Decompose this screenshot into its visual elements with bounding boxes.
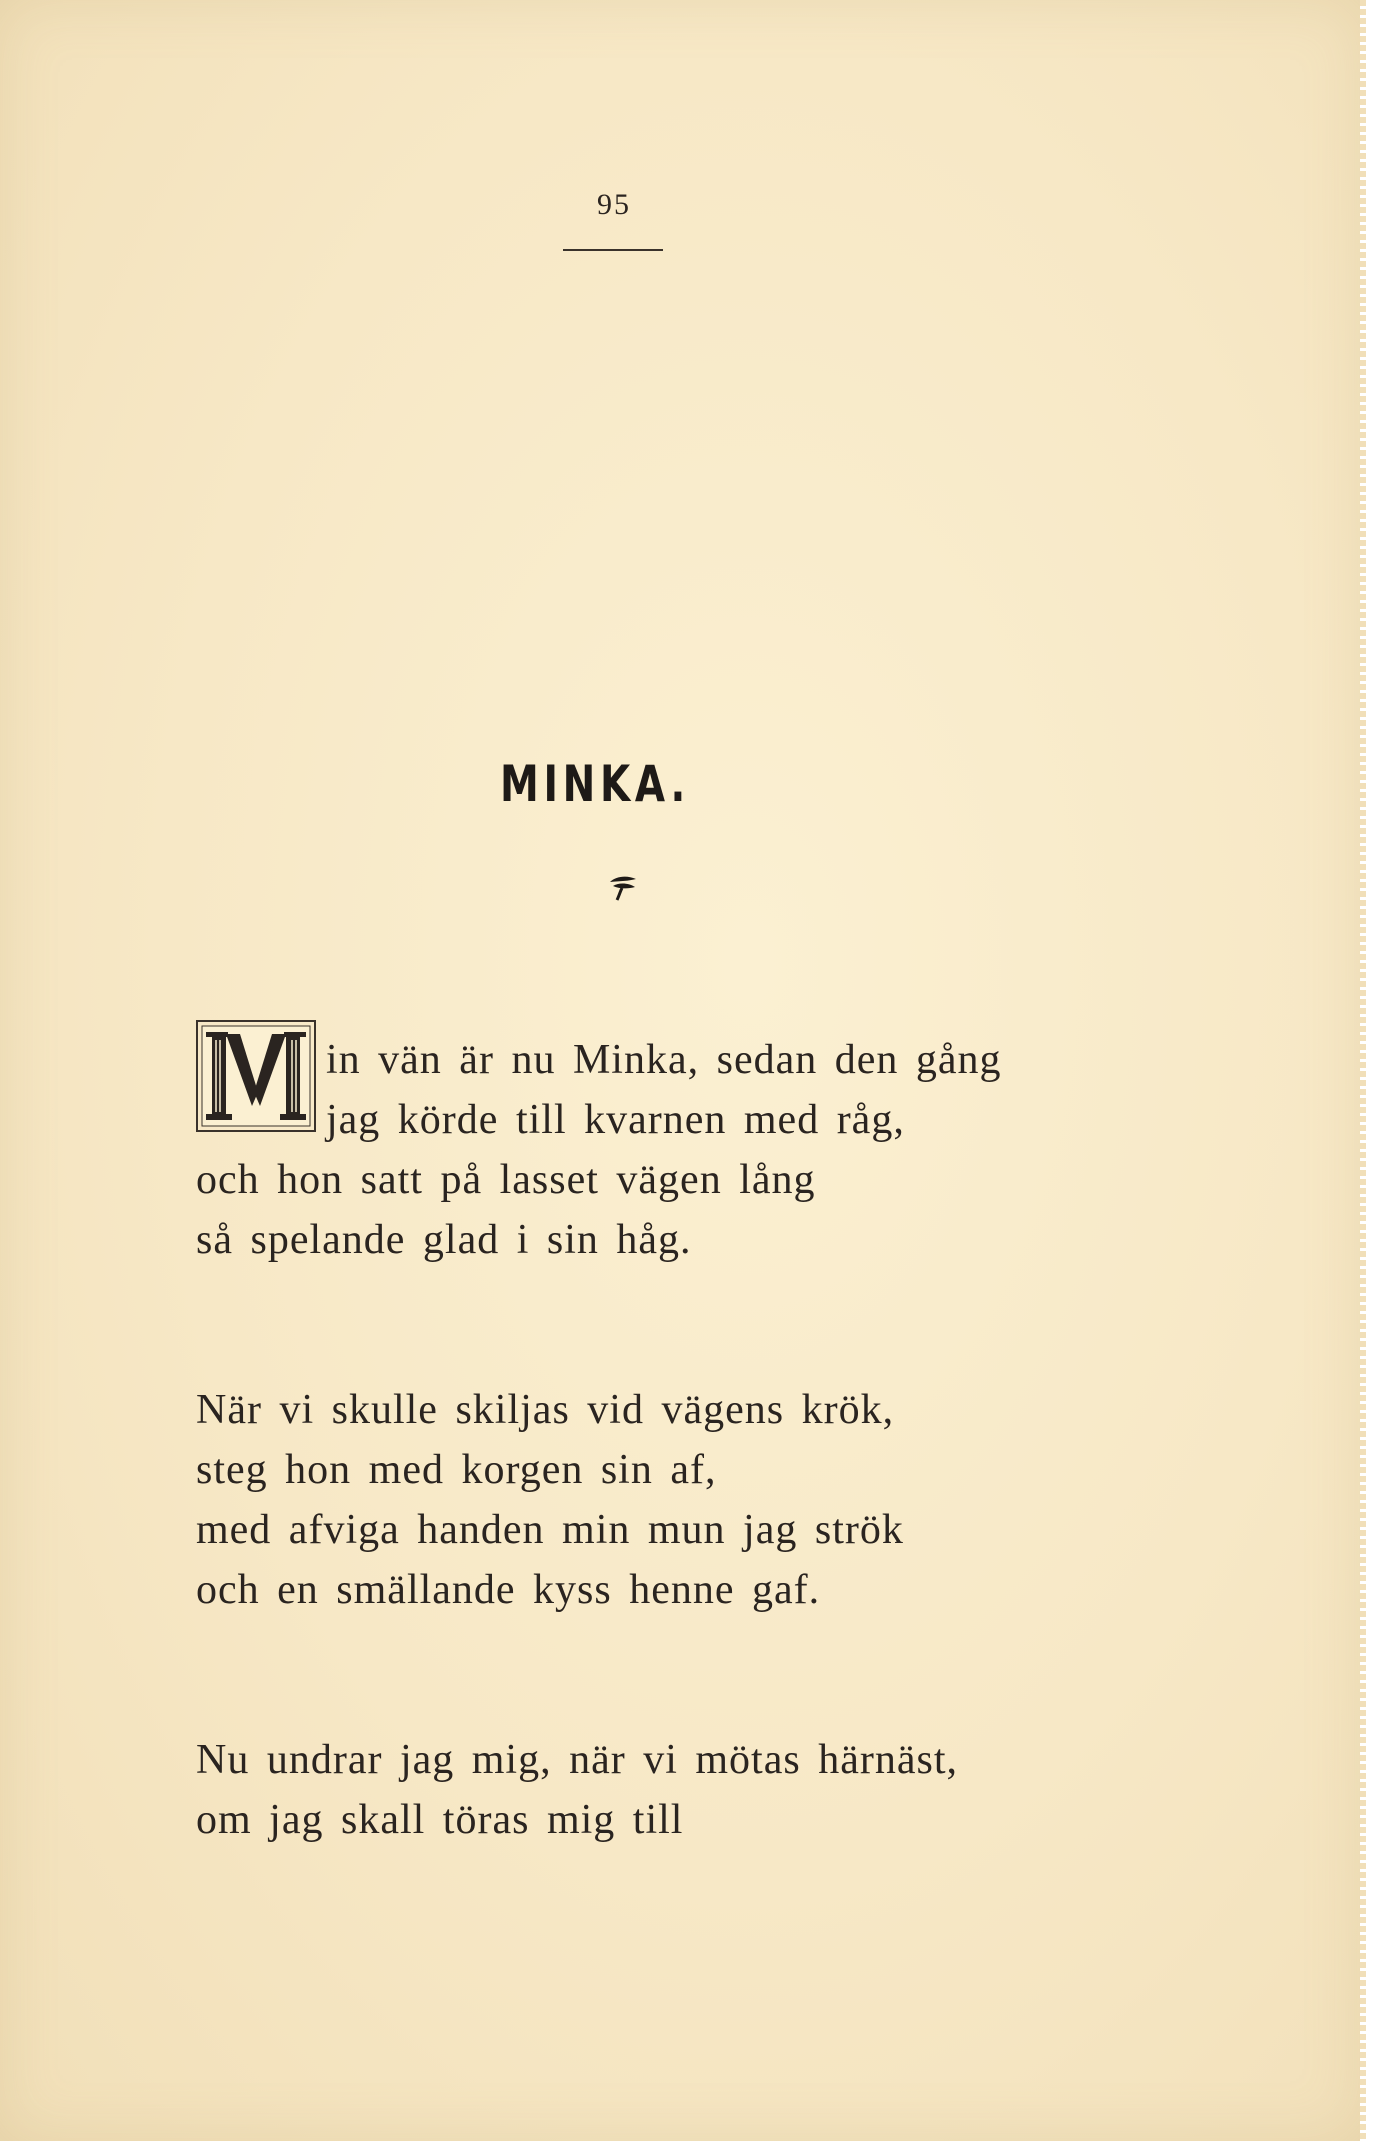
poem-title: MINKA. — [500, 755, 690, 813]
verse-line: och en smällande kyss henne gaf. — [196, 1567, 821, 1613]
drop-cap-letter: M — [196, 1020, 198, 1021]
verse-line: Nu undrar jag mig, när vi mötas härnäst, — [196, 1737, 958, 1783]
verse-line: om jag skall töras mig till — [196, 1797, 684, 1843]
verse-line: steg hon med korgen sin af, — [196, 1447, 717, 1493]
verse-line: så spelande glad i sin håg. — [196, 1217, 692, 1263]
page-number-rule — [563, 249, 663, 251]
verse-line: in vän är nu Minka, sedan den gång — [326, 1037, 1002, 1083]
verse-line: jag körde till kvarnen med råg, — [326, 1097, 905, 1143]
stanza — [196, 1030, 1002, 1270]
verse-line: med afviga handen min mun jag strök — [196, 1507, 904, 1553]
verse-line: och hon satt på lasset vägen lång — [196, 1157, 816, 1203]
page-number: 95 — [597, 188, 631, 221]
stanza — [196, 1380, 904, 1620]
stanza — [196, 1730, 958, 1850]
verse-line: När vi skulle skiljas vid vägens krök, — [196, 1387, 895, 1433]
leaf-ornament-icon — [607, 872, 639, 902]
